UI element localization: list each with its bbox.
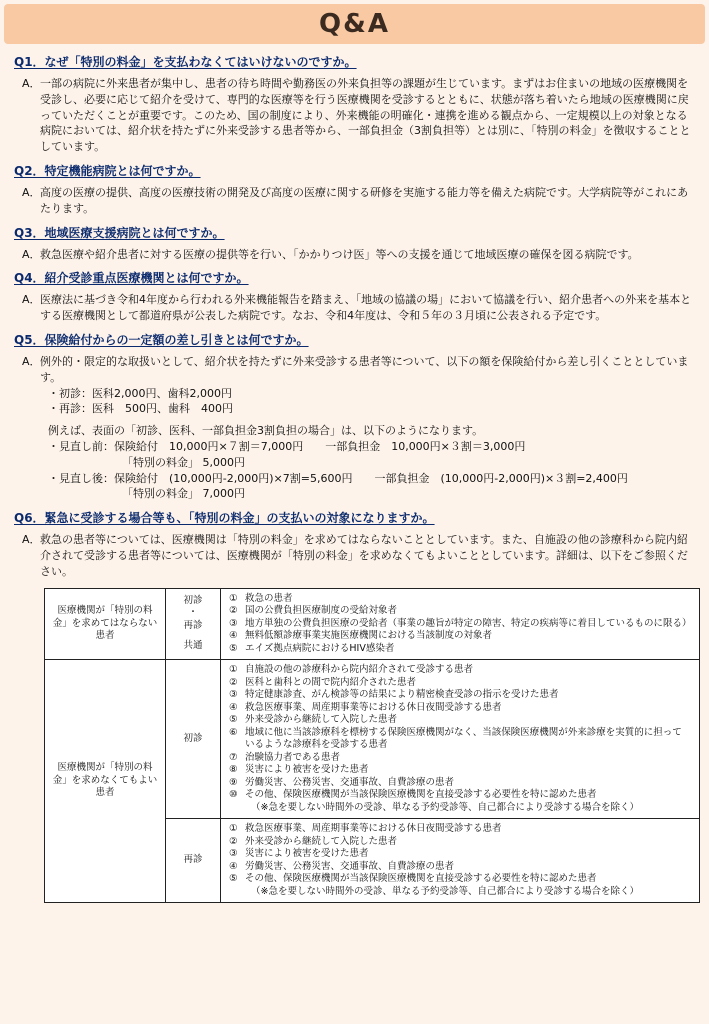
exclusion-note: （※急を要しない時間外の受診、単なる予約受診等、自己都合により受診する場合を除く） (251, 885, 639, 897)
list-item: ⑥ 地域に他に当該診療科を標榜する保険医療機関がなく、当該保険医療機関が外来診療を実質的に担っているような診療科を受診する患者 (229, 726, 682, 751)
criteria-list (221, 660, 700, 819)
title-banner (4, 4, 705, 44)
answer-3 (14, 247, 698, 263)
category-label-may-not-charge: 医療機関が「特別の料金」を求めなくてもよい患者 (45, 660, 166, 903)
example-after: ・見直し後：保険給付 (10,000円-2,000円)×7割=5,600円 一部負担金 (10,000円-2,000円)×３割=2,400円 (48, 471, 628, 485)
answer-4 (14, 292, 698, 324)
category-label-must-not-charge: 医療機関が「特別の料金」を求めてはならない患者 (45, 588, 166, 660)
page-title: Q&A (319, 9, 390, 39)
example-before-fee: 「特別の料金」 5,000円 (122, 455, 245, 469)
list-item: ② 外来受診から継続して入院した患者 (229, 835, 398, 847)
patient-category-table-wrap (44, 588, 700, 904)
answer-text: 救急医療や紹介患者に対する医療の提供等を行い、「かかりつけ医」等への支援を通じて地域医療の確保を図る病院です。 (40, 247, 639, 261)
patient-category-table (44, 588, 700, 904)
visit-type-dot: ・ (188, 607, 198, 619)
list-item: ② 国の公費負担医療制度の受給対象者 (229, 605, 398, 617)
deduction-line-revisit: ・再診：医科 500円、歯科 400円 (48, 402, 233, 416)
list-item: ③ 地方単独の公費負担医療の受給者（事業の趣旨が特定の障害、特定の疾病等に着目しているものに限る） (229, 617, 692, 629)
example-intro: 例えば、表面の「初診、医科、一部負担金3割負担の場合」は、以下のようになります。 (48, 424, 484, 438)
list-item: ⑨ 労働災害、公務災害、交通事故、自費診療の患者 (229, 776, 455, 788)
table-row (45, 588, 700, 660)
visit-type-common (166, 588, 221, 660)
deduction-line-first-visit: ・初診：医科2,000円、歯科2,000円 (48, 386, 232, 400)
visit-type-first: 初診 (183, 594, 203, 606)
visit-type-revisit: 再診 (183, 619, 203, 631)
answer-mark: A． (22, 77, 41, 90)
visit-type-revisit: 再診 (166, 819, 221, 903)
visit-type-common-label: 共通 (183, 640, 203, 652)
list-item: ⑦ 治験協力者である患者 (229, 751, 341, 763)
answer-mark: A． (22, 293, 41, 307)
list-item: ⑤ 外来受診から継続して入院した患者 (229, 714, 398, 726)
question-4: Q4．紹介受診重点医療機関とは何ですか。 (14, 271, 249, 286)
question-5: Q5．保険給付からの一定額の差し引きとは何ですか。 (14, 332, 309, 347)
exclusion-note: （※急を要しない時間外の受診、単なる予約受診等、自己都合により受診する場合を除く） (251, 801, 639, 813)
list-item: ④ 救急医療事業、周産期事業等における休日夜間受診する患者 (229, 701, 502, 713)
list-item: ② 医科と歯科との間で院内紹介された患者 (229, 676, 417, 688)
visit-type-first-visit: 初診 (166, 660, 221, 819)
list-item: ③ 特定健康診査、がん検診等の結果により精密検査受診の指示を受けた患者 (229, 689, 559, 701)
answer-text: 救急の患者等については、医療機関は「特別の料金」を求めてはならないこととしています。また、自施設の他の診療科から院内紹介されて受診する患者等については、医療機関が「特別の料金」を求めなくてもよいこととしています。詳細は、以下をご参照ください。 (40, 533, 688, 578)
list-item: ① 救急の患者 (229, 592, 293, 604)
answer-text: 一部の病院に外来患者が集中し、患者の待ち時間や勤務医の外来負担等の課題が生じています。まずはお住まいの地域の医療機関を受診し、必要に応じて紹介を受けて、専門的な医療等を行う医療機関を受診するとともに、状態が落ち着いたら地域の医療機関に戻っていただくことが重要です。このため、国の制度により、外来機能の明確化・連携を進める観点から、一定規模以上の対象となる病院においては、紹介状を持たずに外来受診する患者等から、一部負担金（3割負担等）とは別に、「特別の料金」を徴収することとしています。 (40, 77, 691, 154)
question-6: Q6．緊急に受診する場合等も、「特別の料金」の支払いの対象になりますか。 (14, 511, 435, 526)
answer-mark: A． (22, 185, 41, 199)
qa-content (14, 54, 698, 903)
answer-text: 例外的・限定的な取扱いとして、紹介状を持たずに外来受診する患者等について、以下の額を保険給付から差し引くこととしています。 (40, 354, 689, 384)
question-1: Q1．なぜ「特別の料金」を支払わなくてはいけないのですか。 (14, 55, 357, 69)
answer-2 (14, 185, 698, 217)
list-item: ④ 労働災害、公務災害、交通事故、自費診療の患者 (229, 860, 455, 872)
example-after-fee: 「特別の料金」 7,000円 (122, 487, 245, 501)
table-row (45, 660, 700, 819)
list-item: ⑧ 災害により被害を受けた患者 (229, 764, 369, 776)
list-item: ⑩ その他、保険医療機関が当該保険医療機関を直接受診する必要性を特に認めた患者 (229, 789, 597, 801)
list-item: ④ 無料低額診療事業実施医療機関における当該制度の対象者 (229, 630, 493, 642)
list-item: ① 自施設の他の診療科から院内紹介されて受診する患者 (229, 664, 474, 676)
answer-text: 高度の医療の提供、高度の医療技術の開発及び高度の医療に関する研修を実施する能力等を備えた病院です。大学病院等がこれにあたります。 (40, 185, 689, 215)
list-item: ③ 災害により被害を受けた患者 (229, 848, 369, 860)
answer-1 (14, 76, 698, 155)
criteria-list (221, 588, 700, 660)
list-item: ⑤ その他、保険医療機関が当該保険医療機関を直接受診する必要性を特に認めた患者 (229, 873, 597, 885)
question-3: Q3．地域医療支援病院とは何ですか。 (14, 225, 225, 240)
answer-text: 医療法に基づき令和4年度から行われる外来機能報告を踏まえ、「地域の協議の場」において協議を行い、紹介患者への外来を基本とする医療機関として都道府県が公表した病院です。なお、令和4年度は、令和５年の３月頃に公表される予定です。 (40, 293, 692, 323)
list-item: ① 救急医療事業、周産期事業等における休日夜間受診する患者 (229, 823, 502, 835)
criteria-list (221, 819, 700, 903)
answer-mark: A． (22, 533, 41, 547)
answer-mark: A． (22, 247, 41, 261)
question-2: Q2．特定機能病院とは何ですか。 (14, 163, 201, 178)
example-before: ・見直し前：保険給付 10,000円×７割＝7,000円 一部負担金 10,000円×３割＝3,000円 (48, 439, 526, 453)
list-item: ⑤ エイズ拠点病院におけるHIV感染者 (229, 642, 395, 654)
answer-6 (14, 532, 698, 579)
answer-5 (14, 354, 698, 502)
answer-mark: A． (22, 354, 41, 368)
